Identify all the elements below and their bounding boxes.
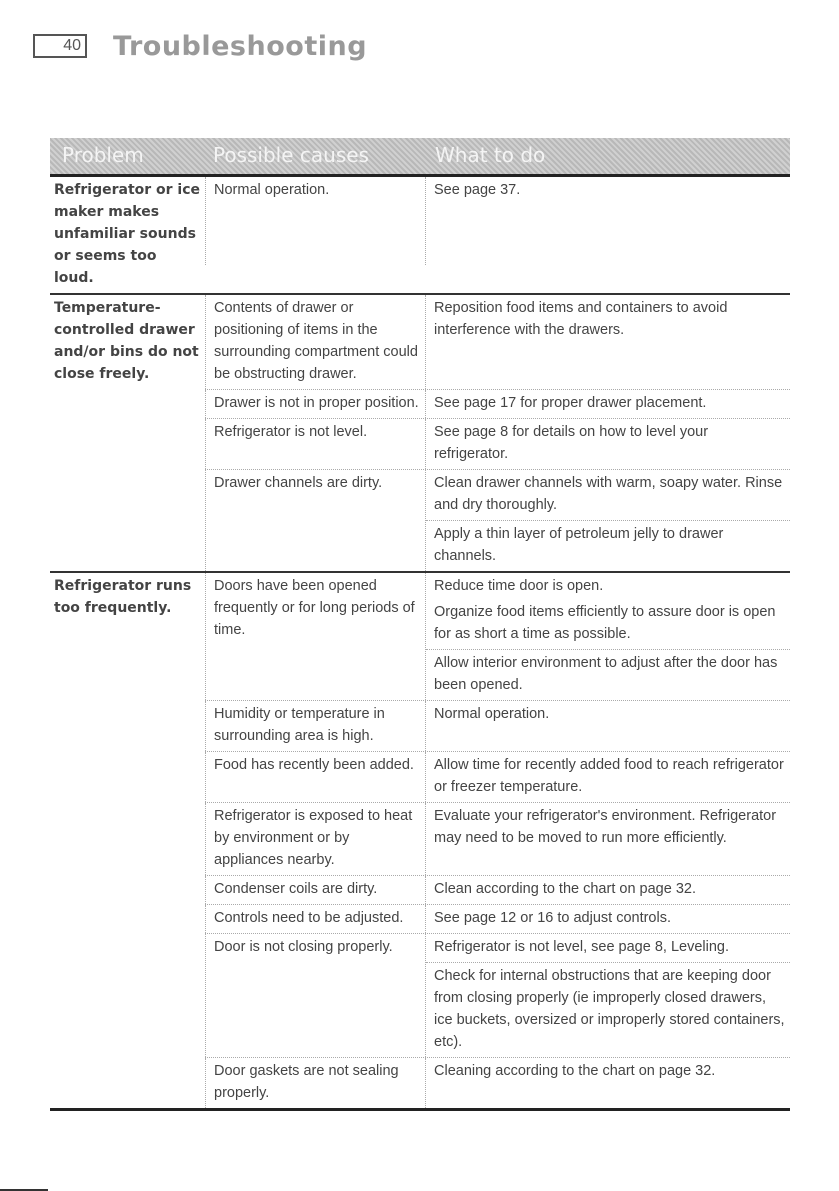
cause-cell: Door gaskets are not sealing properly.: [205, 1058, 426, 1108]
cause-row: [205, 875, 790, 904]
cause-row: [205, 904, 790, 933]
cause-cell: Controls need to be adjusted.: [205, 905, 426, 933]
action-cell: Organize food items efficiently to assure door is open for as short a time as possible.: [434, 604, 776, 642]
action-cell: Reposition food items and containers to avoid interference with the drawers.: [434, 300, 728, 338]
cause-cell: Condenser coils are dirty.: [205, 876, 426, 904]
action-cell: See page 8 for details on how to level your refrigerator.: [434, 424, 709, 462]
action-cell: Clean drawer channels with warm, soapy water. Rinse and dry thoroughly.: [434, 475, 783, 513]
cause-cell: Drawer channels are dirty.: [205, 470, 426, 571]
problem-group: [50, 573, 790, 1111]
action-cell: See page 12 or 16 to adjust controls.: [434, 910, 671, 926]
header-possible-causes: Possible causes: [213, 143, 369, 167]
page-title: Troubleshooting: [113, 31, 368, 62]
action-cell: Cleaning according to the chart on page 32.: [434, 1063, 716, 1079]
problem-cell: Refrigerator or ice maker makes unfamiliar sounds or seems too loud.: [54, 182, 201, 286]
action-cell: Evaluate your refrigerator's environment. Refrigerator may need to be moved to run more efficiently.: [434, 808, 777, 846]
cause-cell: Doors have been opened frequently or for long periods of time.: [205, 573, 426, 700]
table-header: [50, 138, 790, 177]
header-what-to-do: What to do: [435, 143, 546, 167]
cause-cell: Food has recently been added.: [205, 752, 426, 802]
action-cell: Refrigerator is not level, see page 8, Leveling.: [434, 939, 730, 955]
cause-cell: Contents of drawer or positioning of items in the surrounding compartment could be obstructing drawer.: [205, 295, 426, 389]
action-cell: See page 17 for proper drawer placement.: [434, 395, 707, 411]
problem-group: [50, 295, 790, 573]
action-cell: Check for internal obstructions that are keeping door from closing properly (ie improperly closed drawers, ice buckets, oversized or improperly stored containers, etc).: [426, 962, 790, 1057]
action-cell: Allow interior environment to adjust after the door has been opened.: [426, 649, 790, 700]
problem-cell: Refrigerator runs too frequently.: [54, 578, 192, 616]
cause-row: [205, 933, 790, 1057]
cause-cell: Humidity or temperature in surrounding area is high.: [205, 701, 426, 751]
cause-row: [205, 751, 790, 802]
cause-cell: Refrigerator is not level.: [205, 419, 426, 469]
cause-row: [205, 177, 790, 265]
cause-row: [205, 389, 790, 418]
action-cell: Reduce time door is open.: [434, 578, 604, 594]
troubleshooting-table: [50, 138, 790, 1111]
cause-cell: Door is not closing properly.: [205, 934, 426, 1057]
cause-row: [205, 469, 790, 571]
action-cell: Apply a thin layer of petroleum jelly to drawer channels.: [426, 520, 790, 571]
problem-group: [50, 177, 790, 295]
cause-row: [205, 573, 790, 700]
cause-row: [205, 295, 790, 389]
header-problem: Problem: [62, 143, 144, 167]
cause-cell: Normal operation.: [205, 177, 426, 265]
action-cell: See page 37.: [434, 182, 521, 198]
action-cell: Clean according to the chart on page 32.: [434, 881, 696, 897]
cause-row: [205, 700, 790, 751]
cause-cell: Drawer is not in proper position.: [205, 390, 426, 418]
cause-row: [205, 418, 790, 469]
action-cell: Allow time for recently added food to reach refrigerator or freezer temperature.: [434, 757, 784, 795]
page-number: 40: [33, 34, 87, 58]
action-cell: Normal operation.: [434, 706, 550, 722]
cause-row: [205, 802, 790, 875]
problem-cell: Temperature-controlled drawer and/or bins do not close freely.: [54, 300, 199, 382]
cause-row: [205, 1057, 790, 1108]
cause-cell: Refrigerator is exposed to heat by environment or by appliances nearby.: [205, 803, 426, 875]
